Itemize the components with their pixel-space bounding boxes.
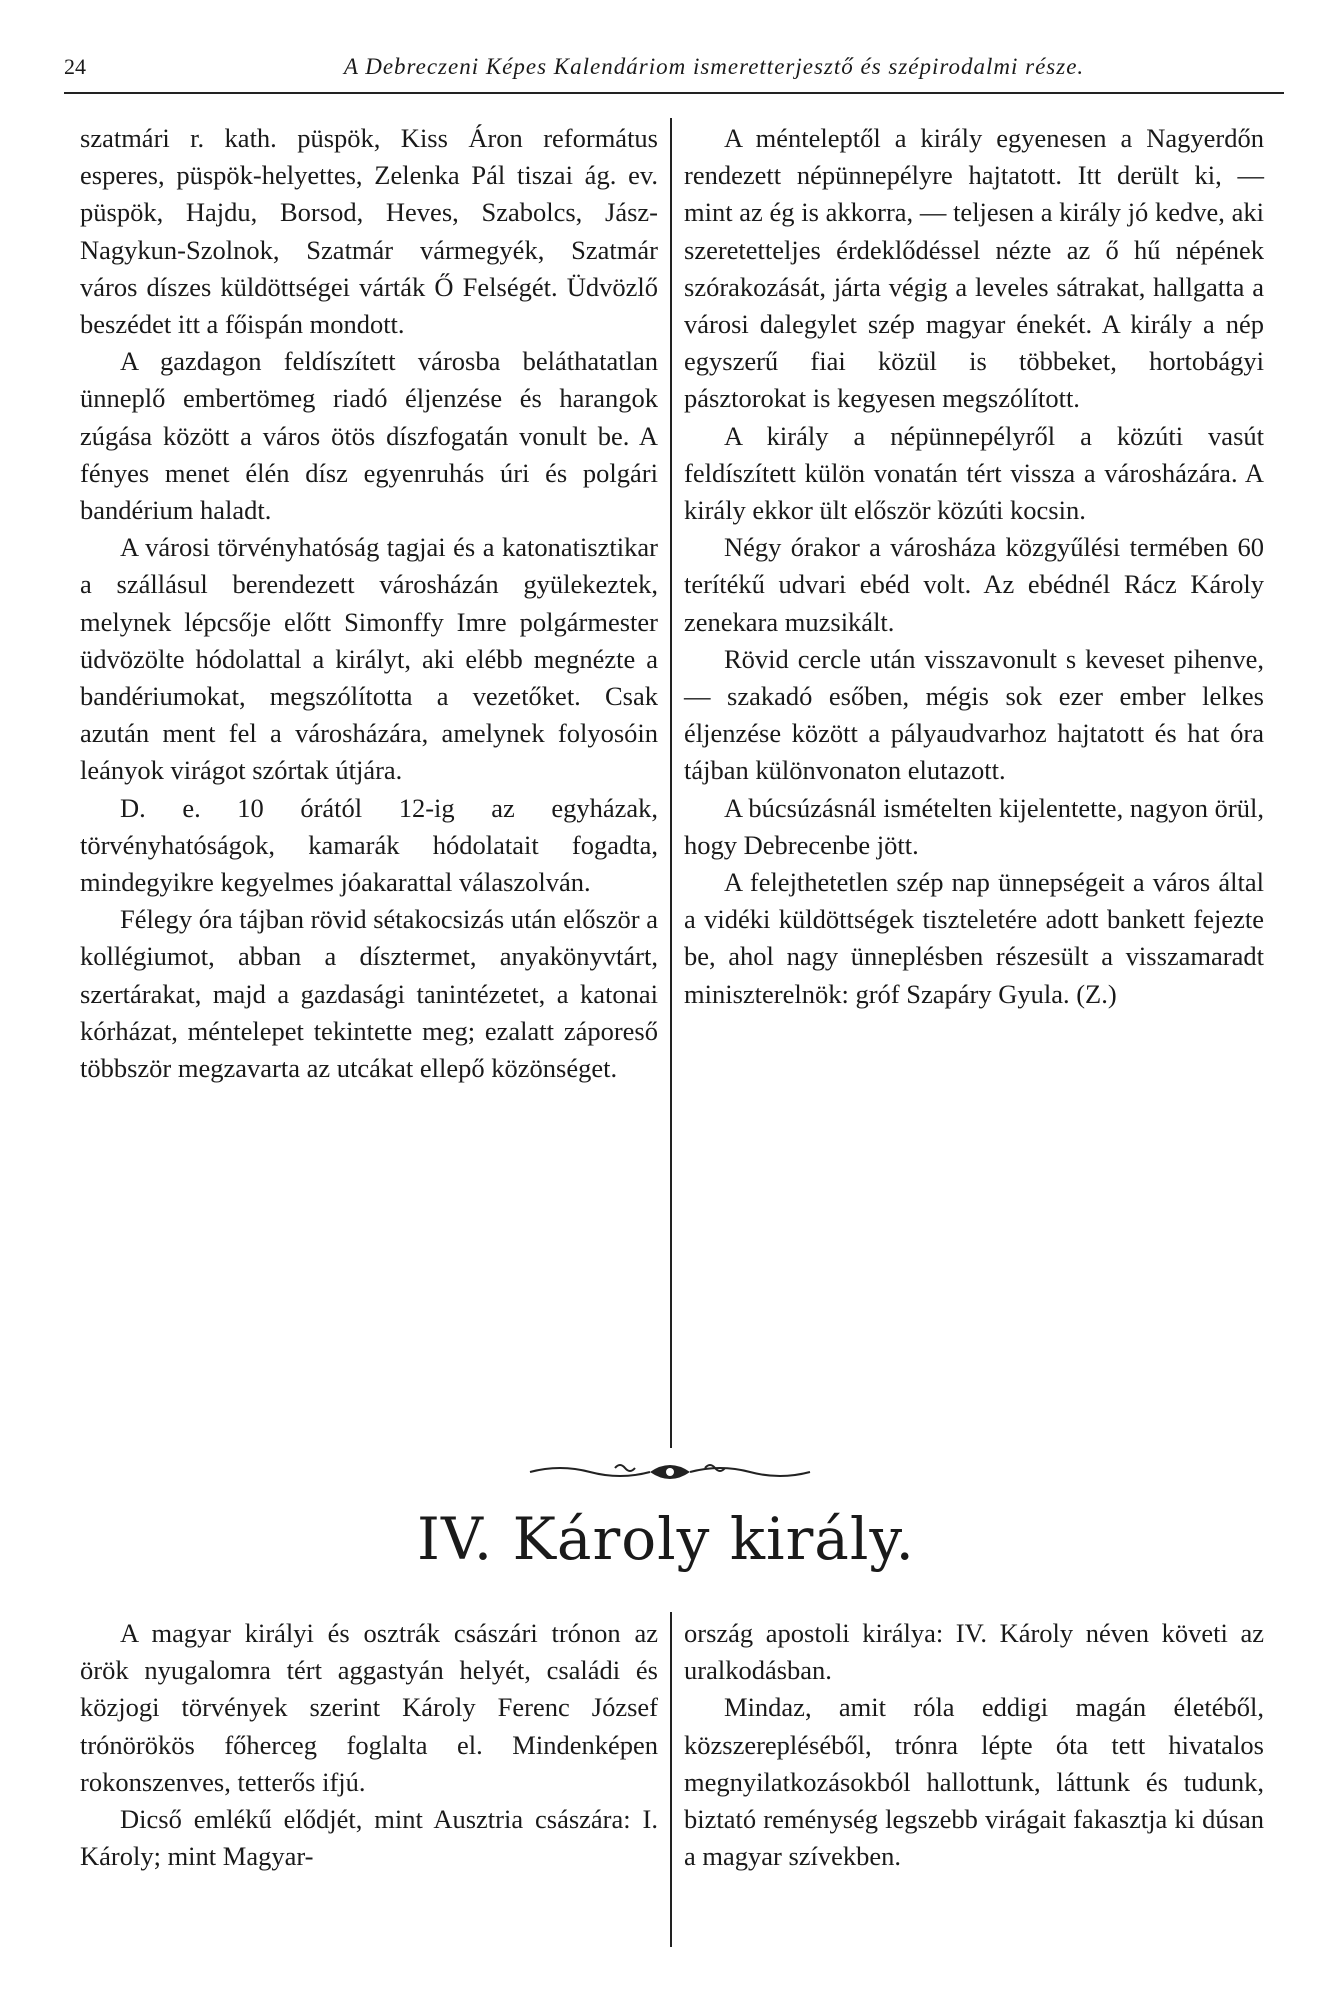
ornament-divider-icon	[520, 1456, 820, 1486]
paragraph: Félegy óra tájban rövid sétakocsizás után először a kollégiumot, abban a dísztermet, anyakönyvtárt, szertárakat, majd a gazdasági tanintézetet, a katonai kórházat, méntelepet tekintette meg; ezalatt záporeső többször megzavarta az utcákat ellepő közönséget.	[80, 904, 658, 1084]
article-title: IV. Károly király.	[417, 1505, 915, 1573]
article2-right-column	[684, 1615, 1264, 1875]
paragraph: A búcsúzásnál ismételten kijelentette, nagyon örül, hogy Debrecenbe jött.	[684, 792, 1264, 860]
paragraph: A király a népünnepélyről a közúti vasút feldíszített külön vonatán tért vissza a városházára. A király ekkor ült először közúti kocsin.	[684, 420, 1264, 526]
paragraph: A gazdagon feldíszített városba beláthatatlan ünneplő embertömeg riadó éljenzése és harangok zúgása között a város ötös díszfogatán vonult be. A fényes menet élén dísz egyenruhás úri és polgári bandérium haladt.	[80, 346, 658, 526]
running-title: A Debreczeni Képes Kalendáriom ismeretterjesztő és szépirodalmi része.	[343, 54, 1085, 79]
paragraph: A ménteleptől a király egyenesen a Nagyerdőn rendezett népünnepélyre hajtatott. Itt derült ki, — mint az ég is akkorra, — teljesen a király jó kedve, aki szeretetteljes érdeklődéssel nézte az ő hű népének szórakozását, járta végig a leveles sátrakat, hallgatta a városi dalegylet szép magyar énekét. A király a nép egyszerű fiai közül is többeket, hortobágyi pásztorokat is kegyesen megszólított.	[684, 123, 1264, 414]
paragraph: Rövid cercle után visszavonult s keveset pihenve, — szakadó esőben, mégis sok ezer ember lelkes éljenzése között a pályaudvarhoz hajtatott és hat óra tájban különvonaton elutazott.	[684, 643, 1264, 786]
paragraph: A városi törvényhatóság tagjai és a katonatisztikar a szállásul berendezett városházán gyülekeztek, melynek lépcsője előtt Simonffy Imre polgármester üdvözölte hódolattal a királyt, aki elébb megnézte a bandériumokat, megszólította a vezetőket. Csak azután ment fel a városházára, amelynek folyosóin leányok virágot szórtak útjára.	[80, 532, 658, 786]
page-number: 24	[64, 54, 86, 79]
article2-left-column	[80, 1615, 658, 1875]
paragraph: A magyar királyi és osztrák császári trónon az örök nyugalomra tért aggastyán helyét, családi és közjogi törvények szerint Károly Ferenc József trónörökös főherceg foglalta el. Mindenképen rokonszenves, tetterős ifjú.	[80, 1618, 658, 1797]
paragraph: D. e. 10 órától 12-ig az egyházak, törvényhatóságok, kamarák hódolatait fogadta, mindegyikre kegyelmes jóakarattal válaszolván.	[80, 792, 658, 898]
paragraph: Dicső emlékű elődjét, mint Ausztria császára: I. Károly; mint Magyar-	[80, 1804, 658, 1872]
paragraph: ország apostoli királya: IV. Károly néven követi az uralkodásban.	[684, 1618, 1264, 1686]
paragraph: Négy órakor a városháza közgyűlési termében 60 terítékű udvari ebéd volt. Az ebédnél Rácz Károly zenekara muzsikált.	[684, 532, 1264, 637]
article1-right-column	[684, 120, 1264, 1013]
paragraph: szatmári r. kath. püspök, Kiss Áron református esperes, püspök-helyettes, Zelenka Pál tiszai ág. ev. püspök, Hajdu, Borsod, Heves, Szabolcs, Jász-Nagykun-Szolnok, Szatmár vármegyék, Szatmár város díszes küldöttségei várták Ő Felségét. Üdvözlő beszédet itt a főispán mondott.	[80, 123, 658, 340]
paragraph: Mindaz, amit róla eddigi magán életéből, közszerepléséből, trónra lépte óta tett hivatalos megnyilatkozásokból hallottunk, láttunk és tudunk, biztató reménység legszebb virágait fakasztja ki dúsan a magyar szívekben.	[684, 1692, 1264, 1872]
page-header	[64, 52, 1284, 94]
article1-left-column	[80, 120, 658, 1087]
column-divider	[670, 118, 672, 1448]
paragraph: A felejthetetlen szép nap ünnepségeit a város által a vidéki küldöttségek tiszteletére adott bankett fejezte be, ahol nagy ünneplésben részesült a visszamaradt miniszterelnök: gróf Szapáry Gyula. (Z.)	[684, 867, 1264, 1009]
column-divider	[670, 1612, 672, 1947]
